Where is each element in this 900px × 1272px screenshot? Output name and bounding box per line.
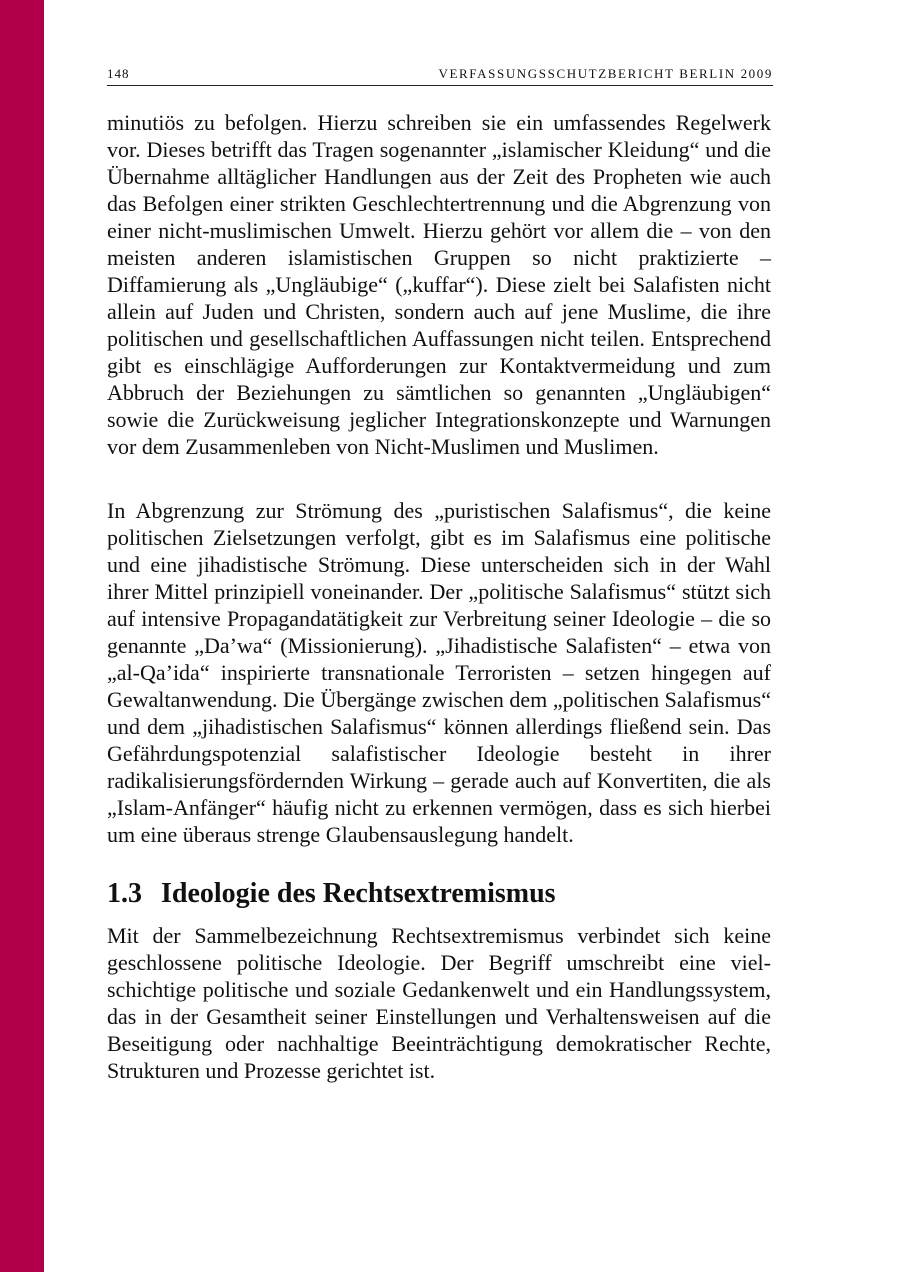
body-paragraph-2: In Abgrenzung zur Strömung des „puristischen Salafismus“, die keine politischen Zielsetzungen verfolgt, gibt es im Salafismus eine politische und eine jihadistische Strömung. Diese unterscheiden sich in der Wahl ihrer Mittel prinzipiell voneinander. Der „politische Salafismus“ stützt sich auf intensive Propagandatätigkeit zur Verbreitung seiner Ideologie – die so genannte „Da’wa“ (Missionierung). „Jihadistische Salafisten“ – etwa von „al-Qa’ida“ inspirierte transnationale Terroristen – setzen hingegen auf Gewaltanwendung. Die Übergänge zwischen dem „politischen Salafismus“ und dem „jihadistischen Salafismus“ können allerdings fließend sein. Das Gefährdungspotenzial salafistischer Ideologie besteht in ihrer radikalisierungsfördernden Wirkung – gerade auch auf Konvertiten, die als „Islam-Anfänger“ häufig nicht zu erkennen vermögen, dass es sich hierbei um eine überaus strenge Glaubensauslegung handelt. <box>107 498 771 847</box>
section-number: 1.3 <box>107 878 142 909</box>
header-divider <box>107 85 773 86</box>
side-color-band <box>0 0 44 1272</box>
body-paragraph-3: Mit der Sammelbezeichnung Rechtsextremismus verbindet sich keine geschlossene politische Ideologie. Der Begriff umschreibt eine vielschichtige politische und soziale Gedankenwelt und ein Handlungssystem, das in der Gesamtheit seiner Einstellungen und Verhaltensweisen auf die Beseitigung oder nachhaltige Beeinträchtigung demokratischer Rechte, Strukturen und Prozesse gerichtet ist. <box>107 923 771 1083</box>
page-header <box>107 66 773 82</box>
body-paragraph-1: minutiös zu befolgen. Hierzu schreiben sie ein umfassendes Regelwerk vor. Dieses betrifft das Tragen sogenannter „islamischer Kleidung“ und die Übernahme alltäglicher Handlungen aus der Zeit des Propheten wie auch das Befolgen einer strikten Geschlechtertrennung und die Abgrenzung von einer nicht-muslimischen Umwelt. Hierzu gehört vor allem die – von den meisten anderen islamistischen Gruppen so nicht praktizierte – Diffamierung als „Ungläubige“ („kuffar“). Diese zielt bei Salafisten nicht allein auf Juden und Christen, sondern auch auf jene Muslime, die ihre politischen und gesellschaftlichen Auffassungen nicht teilen. Entsprechend gibt es einschlägige Aufforderungen zur Kontaktvermeidung und zum Abbruch der Beziehungen zu sämtlichen so genannten „Ungläubigen“ sowie die Zurückweisung jeglicher Integrationskonzepte und Warnungen vor dem Zusammenleben von Nicht-Muslimen und Muslimen. <box>107 110 771 459</box>
running-title: VERFASSUNGSSCHUTZBERICHT BERLIN 2009 <box>438 66 773 81</box>
section-title: Ideologie des Rechtsextremismus <box>161 878 556 909</box>
page-number: 148 <box>107 66 130 81</box>
section-heading <box>107 877 771 911</box>
